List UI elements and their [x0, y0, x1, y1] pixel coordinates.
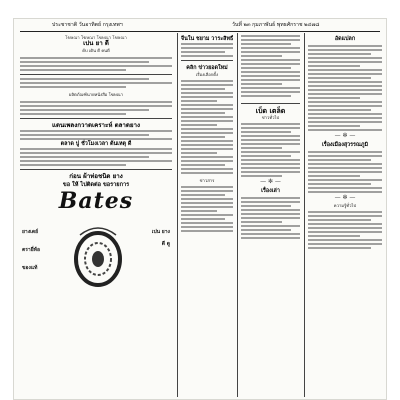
tire-illustration — [72, 225, 124, 287]
column-3 — [241, 35, 300, 399]
col4-text-block-1 — [308, 45, 382, 131]
col1-section-headline: แดนเพลงกวาดเคราะห์ ตลาดยาง — [52, 122, 140, 130]
col1-text-block-1 — [20, 57, 172, 71]
col1-text-block-2 — [20, 78, 172, 88]
col2-paragraph-caption: ข่าวสาร — [199, 178, 215, 183]
col3-flourish: — ✻ — — [260, 178, 281, 185]
ad-right-labels — [130, 229, 170, 247]
col4-flourish: — ✻ — — [334, 132, 356, 139]
col1-mid-label: ผลิตภัณฑ์นายหนังสือ โฆษณา — [69, 92, 123, 98]
col1-section-sub: ตลาด ปู ชั่วโมงเวลา ต้นเหตุ ดี — [60, 141, 132, 148]
column-divider-1 — [177, 33, 178, 397]
masthead-rule — [20, 31, 380, 32]
col1-text-block-5 — [20, 148, 172, 166]
col3-sub: ข่าวทั่วไป — [261, 115, 280, 120]
ad-headline: ก่อน ผ้าท่อชนิด ยาง — [69, 173, 123, 181]
col4-top-label: อัดแปลก — [334, 36, 356, 42]
col1-top-row: โฆษณา โฆษณา โฆษณา โฆษณา — [65, 35, 127, 40]
col4-headline: เรื่องเมืองสุวรรณภูมิ — [321, 142, 369, 148]
col3-section-headline: เรื่องเล่า — [261, 188, 280, 194]
column-1 — [20, 35, 172, 399]
ad-left-label: ยางเดย์ — [22, 229, 39, 236]
col2-text-block-1 — [181, 43, 233, 57]
bates-advertisement — [20, 173, 172, 293]
col2-text-block-3 — [181, 186, 233, 232]
ad-right-label: ดี ดู — [161, 241, 170, 248]
col1-header-row: เปน ยา ดี — [83, 40, 109, 48]
col4-sub: ความรู้ทั่วไป — [333, 203, 357, 208]
column-divider-3 — [304, 33, 305, 397]
col4-flourish-2: — ✻ — — [334, 194, 356, 201]
col3-headline: เบ็ด เตล็ด — [255, 107, 286, 115]
ad-left-label: ตรายี่ห้อ — [22, 247, 40, 254]
ad-right-label: เปน ยาง — [151, 229, 170, 236]
col2-headline: จีนใน ชยาม วาระสิทธิ์ — [181, 36, 233, 42]
col4-text-block-2 — [308, 151, 382, 193]
ad-left-label: ของแท้ — [22, 265, 38, 272]
col3-text-block-2 — [241, 123, 300, 177]
col1-divider-3 — [20, 169, 172, 170]
ad-sub: ขอ ให้ ไปติดต่อ ขอรายการ — [62, 182, 130, 189]
col1-text-block-3 — [20, 101, 172, 115]
col2-divider — [181, 60, 233, 61]
column-divider-2 — [237, 33, 238, 397]
newspaper-page — [13, 18, 387, 400]
masthead-left: ประชาชาติ วันอาทิตย์ กรุงเทพฯ — [52, 22, 123, 28]
ad-left-labels — [22, 229, 62, 271]
col3-text-block-3 — [241, 197, 300, 239]
col1-small-caption: ดับ เดิน ดี คนดี — [82, 48, 110, 54]
col2-section-sub: เรื่องเลือกตั้ง — [195, 72, 219, 77]
column-4 — [308, 35, 382, 399]
column-2 — [181, 35, 233, 399]
col4-text-block-3 — [308, 211, 382, 249]
col1-text-block-4 — [20, 130, 172, 140]
col3-divider — [241, 103, 300, 104]
bates-logo: Bates — [58, 188, 134, 215]
col2-text-block-2 — [181, 80, 233, 174]
col1-divider-2 — [20, 118, 172, 119]
masthead-right: วันที่ ๒๓ กุมภาพันธ์ พุทธศักราช ๒๔๗๘ — [232, 22, 320, 28]
col2-section-headline: คลิก ข่าวยอดใหม่ — [186, 65, 228, 71]
col1-divider — [20, 74, 172, 75]
col3-text-block-1 — [241, 35, 300, 97]
